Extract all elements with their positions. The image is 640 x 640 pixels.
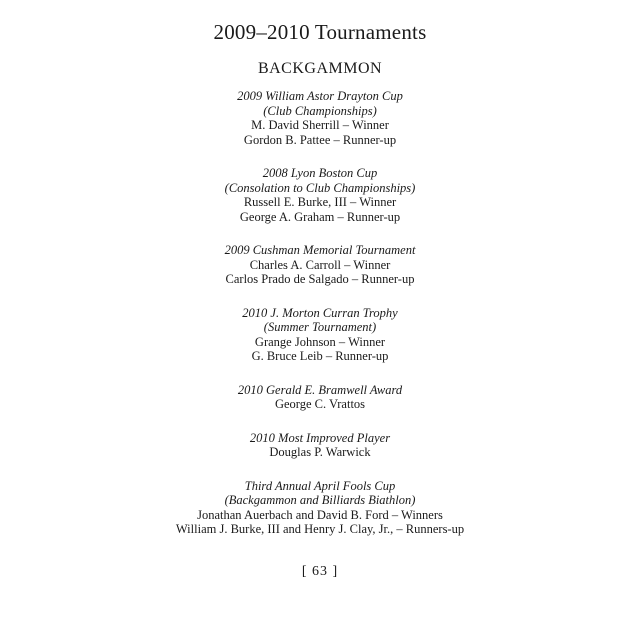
tournament-entry	[0, 306, 640, 364]
tournament-subtitle: (Summer Tournament)	[263, 320, 377, 334]
tournament-subtitle: (Consolation to Club Championships)	[224, 180, 416, 195]
tournament-runner-up: G. Bruce Leib – Runner-up	[251, 349, 389, 363]
tournament-title: Third Annual April Fools Cup	[244, 478, 396, 493]
award-entry	[0, 431, 640, 460]
tournament-runners-up: William J. Burke, III and Henry J. Clay, Jr., – Runners-up	[175, 522, 465, 536]
award-entry	[0, 383, 640, 412]
tournament-winner: Grange Johnson – Winner	[254, 334, 386, 349]
page-number: [ 63 ]	[301, 564, 339, 579]
award-recipient: Douglas P. Warwick	[269, 445, 371, 459]
tournament-title: 2010 J. Morton Curran Trophy	[242, 305, 398, 320]
tournament-title: 2008 Lyon Boston Cup	[262, 166, 378, 180]
tournament-subtitle: (Club Championships)	[263, 103, 377, 118]
tournament-list	[0, 89, 640, 556]
tournament-subtitle: (Backgammon and Billiards Biathlon)	[224, 493, 416, 507]
award-title: 2010 Most Improved Player	[249, 430, 391, 445]
tournament-winner: Charles A. Carroll – Winner	[249, 257, 391, 272]
tournament-runner-up: George A. Graham – Runner-up	[239, 209, 401, 224]
award-recipient: George C. Vrattos	[274, 397, 366, 411]
award-title: 2010 Gerald E. Bramwell Award	[237, 382, 403, 397]
tournament-winner: M. David Sherrill – Winner	[251, 118, 389, 132]
tournament-entry	[0, 166, 640, 224]
tournament-title: 2009 Cushman Memorial Tournament	[224, 243, 416, 257]
tournament-winner: Russell E. Burke, III – Winner	[243, 195, 397, 209]
section-heading: BACKGAMMON	[257, 60, 383, 77]
page-title: 2009–2010 Tournaments	[213, 20, 427, 44]
tournament-entry	[0, 479, 640, 537]
tournament-runner-up: Carlos Prado de Salgado – Runner-up	[225, 272, 415, 286]
tournament-runner-up: Gordon B. Pattee – Runner-up	[243, 132, 397, 147]
tournament-entry	[0, 89, 640, 147]
tournament-title: 2009 William Astor Drayton Cup	[237, 89, 403, 103]
tournament-entry	[0, 243, 640, 287]
tournament-winners: Jonathan Auerbach and David B. Ford – Winners	[197, 507, 443, 522]
